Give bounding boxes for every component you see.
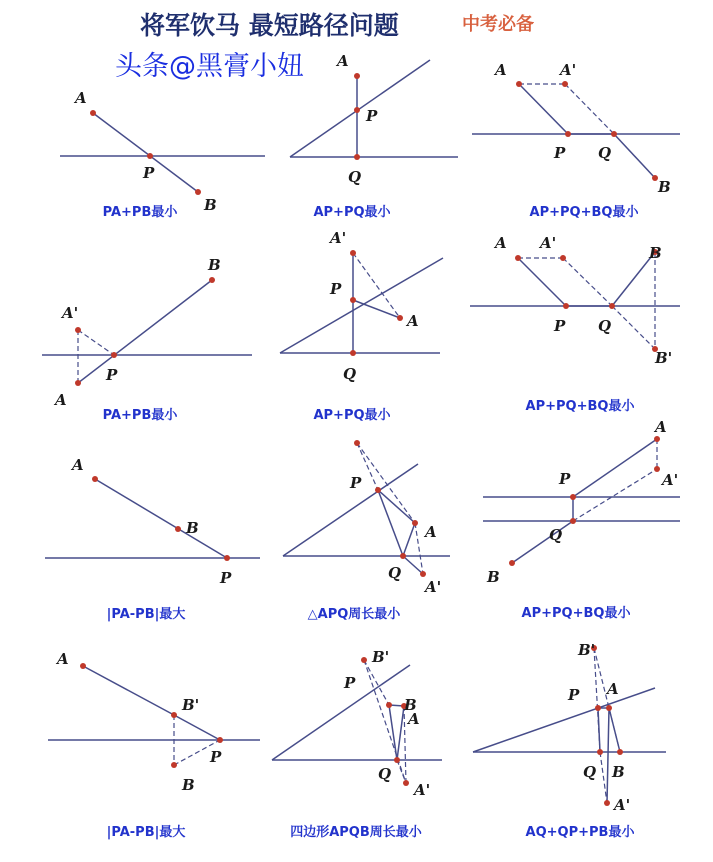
point-label: B' <box>372 648 390 666</box>
panel-caption: |PA-PB|最大 <box>106 825 186 840</box>
point-label: A <box>337 52 349 70</box>
point-label: P <box>350 474 362 492</box>
point-label: A <box>425 523 437 541</box>
point-label: P <box>366 107 378 125</box>
point-label: P <box>568 686 580 704</box>
point-label: P <box>344 674 356 692</box>
point-label: A' <box>62 304 79 322</box>
point-label: A <box>607 680 619 698</box>
point-label: B' <box>655 349 673 367</box>
point-label: P <box>210 748 222 766</box>
point-marker <box>509 560 515 566</box>
segment <box>378 490 403 556</box>
segment <box>609 708 620 752</box>
point-label: B' <box>182 696 200 714</box>
panel-caption: AP+PQ+BQ最小 <box>525 399 635 414</box>
point-marker <box>354 154 360 160</box>
point-label: B <box>208 256 221 274</box>
segment <box>573 439 657 497</box>
point-label: B' <box>578 641 596 659</box>
point-label: B <box>649 244 662 262</box>
panel-caption: PA+PB最小 <box>102 408 178 423</box>
point-label: P <box>330 280 342 298</box>
point-label: A' <box>614 796 631 814</box>
point-label: B <box>487 568 500 586</box>
point-marker <box>354 440 360 446</box>
segment <box>83 666 174 715</box>
point-marker <box>217 737 223 743</box>
point-label: A <box>75 89 87 107</box>
point-label: P <box>220 569 232 587</box>
dashed-segment <box>415 523 423 574</box>
point-label: P <box>559 470 571 488</box>
point-label: P <box>143 164 155 182</box>
segment <box>272 665 410 760</box>
point-marker <box>562 81 568 87</box>
point-marker <box>175 526 181 532</box>
panel-caption: 四边形APQB周长最小 <box>290 825 422 840</box>
sheet-title: 将军饮马 最短路径问题 <box>140 11 399 40</box>
point-label: A <box>408 710 420 728</box>
panel-caption: AP+PQ最小 <box>313 408 391 423</box>
dashed-segment <box>563 258 612 306</box>
point-label: Q <box>348 168 362 186</box>
point-marker <box>606 705 612 711</box>
point-marker <box>609 303 615 309</box>
point-marker <box>80 663 86 669</box>
panel-caption: AP+PQ最小 <box>313 205 391 220</box>
point-label: Q <box>343 365 357 383</box>
point-label: A' <box>540 234 557 252</box>
dashed-segment <box>600 752 607 803</box>
point-marker <box>570 494 576 500</box>
point-marker <box>90 110 96 116</box>
point-marker <box>111 352 117 358</box>
point-marker <box>403 780 409 786</box>
point-marker <box>386 702 392 708</box>
point-label: A' <box>560 61 577 79</box>
point-marker <box>75 380 81 386</box>
segment <box>389 705 397 760</box>
point-label: Q <box>598 144 612 162</box>
segment <box>403 523 415 556</box>
dashed-segment <box>78 330 114 355</box>
point-marker <box>92 476 98 482</box>
point-marker <box>570 518 576 524</box>
point-marker <box>75 327 81 333</box>
segment <box>614 134 655 178</box>
dashed-segment <box>565 84 614 134</box>
point-marker <box>394 757 400 763</box>
point-marker <box>209 277 215 283</box>
point-marker <box>147 153 153 159</box>
point-marker <box>516 81 522 87</box>
point-marker <box>350 297 356 303</box>
point-label: A <box>57 650 69 668</box>
point-marker <box>361 657 367 663</box>
point-label: B <box>182 776 195 794</box>
point-label: Q <box>378 765 392 783</box>
point-label: A <box>495 234 507 252</box>
segment <box>607 708 609 803</box>
segment <box>397 706 404 760</box>
panel-caption: AP+PQ+BQ最小 <box>521 606 631 621</box>
point-label: A <box>495 61 507 79</box>
point-marker <box>354 73 360 79</box>
point-label: B <box>658 178 671 196</box>
point-marker <box>400 553 406 559</box>
point-marker <box>375 487 381 493</box>
dashed-segment <box>397 760 406 783</box>
point-marker <box>611 131 617 137</box>
point-label: Q <box>388 564 402 582</box>
segment <box>78 280 212 383</box>
point-marker <box>420 571 426 577</box>
point-label: P <box>106 366 118 384</box>
segment <box>95 479 227 558</box>
panel-caption: |PA-PB|最大 <box>106 607 186 622</box>
point-label: P <box>554 317 566 335</box>
point-label: A <box>407 312 419 330</box>
point-label: B <box>404 696 417 714</box>
point-marker <box>565 131 571 137</box>
point-marker <box>412 520 418 526</box>
point-label: Q <box>549 526 563 544</box>
dashed-segment <box>612 306 655 349</box>
point-marker <box>171 762 177 768</box>
panel-caption: AQ+QP+PB最小 <box>525 825 635 840</box>
point-marker <box>515 255 521 261</box>
segment <box>518 258 566 306</box>
point-marker <box>597 749 603 755</box>
point-label: A <box>55 391 67 409</box>
point-marker <box>397 315 403 321</box>
segment <box>473 688 655 752</box>
segment <box>598 708 600 752</box>
point-label: A' <box>425 578 442 596</box>
point-marker <box>350 350 356 356</box>
panel-caption: △APQ周长最小 <box>307 607 401 622</box>
point-marker <box>595 705 601 711</box>
dashed-segment <box>404 706 406 783</box>
point-label: Q <box>598 317 612 335</box>
point-label: P <box>554 144 566 162</box>
point-label: A <box>655 418 667 436</box>
segment <box>174 715 220 740</box>
segment <box>280 258 443 353</box>
point-marker <box>354 107 360 113</box>
point-label: A <box>72 456 84 474</box>
point-marker <box>563 303 569 309</box>
point-label: A' <box>414 781 431 799</box>
point-label: B <box>612 763 625 781</box>
point-label: A' <box>330 229 347 247</box>
point-label: Q <box>583 763 597 781</box>
point-label: B <box>186 519 199 537</box>
point-marker <box>560 255 566 261</box>
point-marker <box>224 555 230 561</box>
point-marker <box>604 800 610 806</box>
sheet-subtitle: 中考必备 <box>462 14 534 35</box>
point-marker <box>171 712 177 718</box>
point-marker <box>654 466 660 472</box>
dashed-segment <box>573 469 657 521</box>
segment <box>512 521 573 563</box>
point-label: A' <box>662 471 679 489</box>
segment <box>290 60 430 157</box>
segment <box>519 84 568 134</box>
point-label: B <box>204 196 217 214</box>
point-marker <box>654 436 660 442</box>
point-marker <box>195 189 201 195</box>
watermark-text: 头条@黑膏小妞 <box>115 51 304 82</box>
panel-caption: PA+PB最小 <box>102 205 178 220</box>
point-marker <box>350 250 356 256</box>
point-marker <box>617 749 623 755</box>
panel-caption: AP+PQ+BQ最小 <box>529 205 639 220</box>
